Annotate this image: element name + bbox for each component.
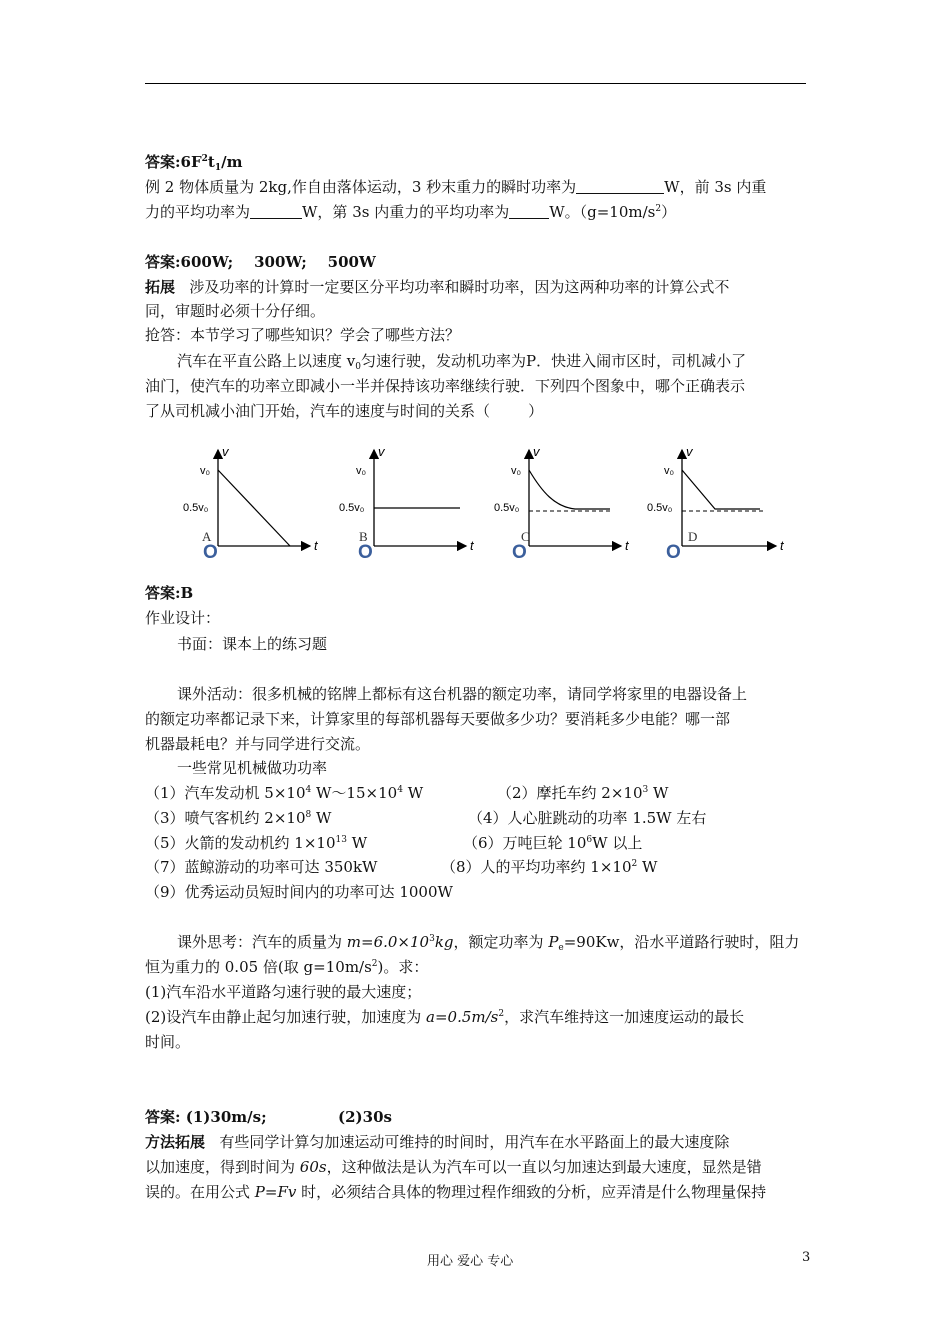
page-number: 3 bbox=[802, 1250, 811, 1265]
activity-line-3: 机器最耗电？并与同学进行交流。 bbox=[145, 735, 371, 753]
power-item-1: （1）汽车发动机 $5\times 10^4$ $W\sim 15\times 10^4$ W bbox=[145, 784, 424, 802]
method-line-1: 方法拓展 有些同学计算匀加速运动可维持的时间时，用汽车在水平路面上的最大速度除 bbox=[145, 1133, 730, 1151]
answer-blank-3 bbox=[509, 204, 549, 219]
car-question-line-1: 汽车在平直公路上以速度 $v_0$匀速行驶，发动机功率为P．快进入闹市区时，司机减小了 bbox=[177, 352, 747, 372]
graph-b-half-label: 0.5v₀ bbox=[339, 502, 365, 514]
velocity-time-graphs bbox=[170, 440, 800, 570]
power-item-6: （6）万吨巨轮 $10^6W$ 以上 bbox=[463, 834, 643, 852]
example-2-line-1: 例 2 物体质量为 2kg,作自由落体运动，3 秒末重力的瞬时功率为 W，前 3s 内重 bbox=[145, 178, 767, 196]
car-question-line-3: 了从司机减小油门开始，汽车的速度与时间的关系（ ） bbox=[145, 402, 544, 420]
graph-a bbox=[183, 444, 319, 563]
quick-answer: 抢答：本节学习了哪些知识？学会了哪些方法？ bbox=[145, 326, 461, 344]
answer-2: 答案:600W; 300W; 500W bbox=[145, 253, 376, 271]
car-question-line-2: 油门，使汽车的功率立即减小一半并保持该功率继续行驶．下列四个图象中，哪个正确表示 bbox=[145, 377, 746, 395]
method-line-2: 以加速度，得到时间为 60s，这种做法是认为汽车可以一直以匀加速达到最大速度，显然是错 bbox=[145, 1158, 762, 1176]
power-item-3: （3）喷气客机约 $2\times 10^8$ W bbox=[145, 809, 332, 827]
graph-c bbox=[494, 444, 630, 563]
think-line-5: 时间。 bbox=[145, 1033, 191, 1051]
header-rule bbox=[145, 83, 806, 84]
homework-written: 书面：课本上的练习题 bbox=[177, 635, 328, 653]
graph-b-v0-label: v₀ bbox=[356, 465, 367, 477]
answer-1: 答案$:6F^2t_1/m$ bbox=[145, 153, 243, 173]
power-item-5: （5）火箭的发动机约 $1\times 10^{13}$ W bbox=[145, 834, 368, 852]
answer-4-part-2: (2)30s bbox=[338, 1108, 392, 1126]
graph-d-curve bbox=[682, 470, 760, 509]
example-2-line-2: 力的平均功率为 W，第 3s 内重力的平均功率为 W。$(g=10m/s^2)$ bbox=[145, 203, 677, 221]
method-line-3: 误的。在用公式 P=Fv 时，必须结合具体的物理过程作细致的分析，应弄清是什么物理量保持 bbox=[145, 1183, 767, 1201]
footer-slogan: 用心 爱心 专心 bbox=[427, 1254, 514, 1269]
graph-d-v0-label: v₀ bbox=[664, 465, 675, 477]
graph-b-v-label: v bbox=[378, 444, 385, 459]
power-item-8: （8）人的平均功率约 $1\times 10^2$ W bbox=[441, 858, 658, 876]
graph-d bbox=[647, 444, 785, 563]
power-list-title: 一些常见机械做功功率 bbox=[177, 759, 328, 777]
graph-b-t-label: t bbox=[470, 538, 474, 553]
graph-c-half-label: 0.5v₀ bbox=[494, 502, 520, 514]
graph-a-t-label: t bbox=[314, 538, 318, 553]
extension-line-1: 拓展 涉及功率的计算时一定要区分平均功率和瞬时功率，因为这两种功率的计算公式不 bbox=[145, 278, 730, 296]
graph-b-origin: O bbox=[358, 542, 373, 563]
answer-blank-2 bbox=[250, 204, 302, 219]
graph-b bbox=[339, 444, 475, 563]
power-item-4: （4）人心脏跳动的功率 1.5W 左右 bbox=[468, 809, 707, 827]
graph-a-v0-label: v₀ bbox=[200, 465, 211, 477]
graph-b-letter: B bbox=[359, 529, 368, 544]
graph-c-curve bbox=[529, 470, 610, 509]
answer-4: 答案: (1)30m/s; bbox=[145, 1108, 267, 1126]
graph-d-origin: O bbox=[666, 542, 681, 563]
graph-a-half-label: 0.5v₀ bbox=[183, 502, 209, 514]
power-item-9: （9）优秀运动员短时间内的功率可达 1000W bbox=[145, 883, 453, 901]
graph-c-origin: O bbox=[512, 542, 527, 563]
activity-line-2: 的额定功率都记录下来，计算家里的每部机器每天要做多少功？要消耗多少电能？哪一部 bbox=[145, 710, 731, 728]
think-line-3: (1)汽车沿水平道路匀速行驶的最大速度； bbox=[145, 983, 422, 1001]
graph-a-v-label: v bbox=[222, 444, 229, 459]
answer-blank-1 bbox=[576, 179, 664, 194]
graph-c-t-label: t bbox=[625, 538, 629, 553]
graph-a-letter: A bbox=[202, 529, 212, 544]
think-line-4: (2)设汽车由静止起匀加速行驶，加速度为 $a=0.5m/s^2$，求汽车维持这一加速度运动的最长 bbox=[145, 1008, 745, 1026]
homework-title: 作业设计： bbox=[145, 609, 221, 627]
graph-d-half-label: 0.5v₀ bbox=[647, 502, 673, 514]
think-line-2: 恒为重力的 0.05 倍(取 $g=10m/s^2$)。求： bbox=[145, 958, 429, 976]
power-item-7: （7）蓝鲸游动的功率可达 350kW bbox=[145, 858, 378, 876]
power-item-2: （2）摩托车约 $2\times 10^3$ W bbox=[497, 784, 669, 802]
graph-c-v-label: v bbox=[533, 444, 540, 459]
think-line-1: 课外思考：汽车的质量为 $m=6.0\times 10^3kg$，额定功率为 $P_e=90Kw$，沿水平道路行驶时，阻力 bbox=[177, 933, 800, 953]
graph-a-origin: O bbox=[203, 542, 218, 563]
graph-c-letter: C bbox=[521, 529, 530, 544]
graph-c-v0-label: v₀ bbox=[511, 465, 522, 477]
graph-d-t-label: t bbox=[780, 538, 784, 553]
graph-d-v-label: v bbox=[686, 444, 693, 459]
activity-line-1: 课外活动：很多机械的铭牌上都标有这台机器的额定功率，请同学将家里的电器设备上 bbox=[177, 685, 748, 703]
answer-3: 答案:B bbox=[145, 584, 194, 602]
extension-line-2: 同，审题时必须十分仔细。 bbox=[145, 302, 326, 320]
graph-a-curve bbox=[218, 470, 290, 546]
graph-d-letter: D bbox=[688, 529, 698, 544]
